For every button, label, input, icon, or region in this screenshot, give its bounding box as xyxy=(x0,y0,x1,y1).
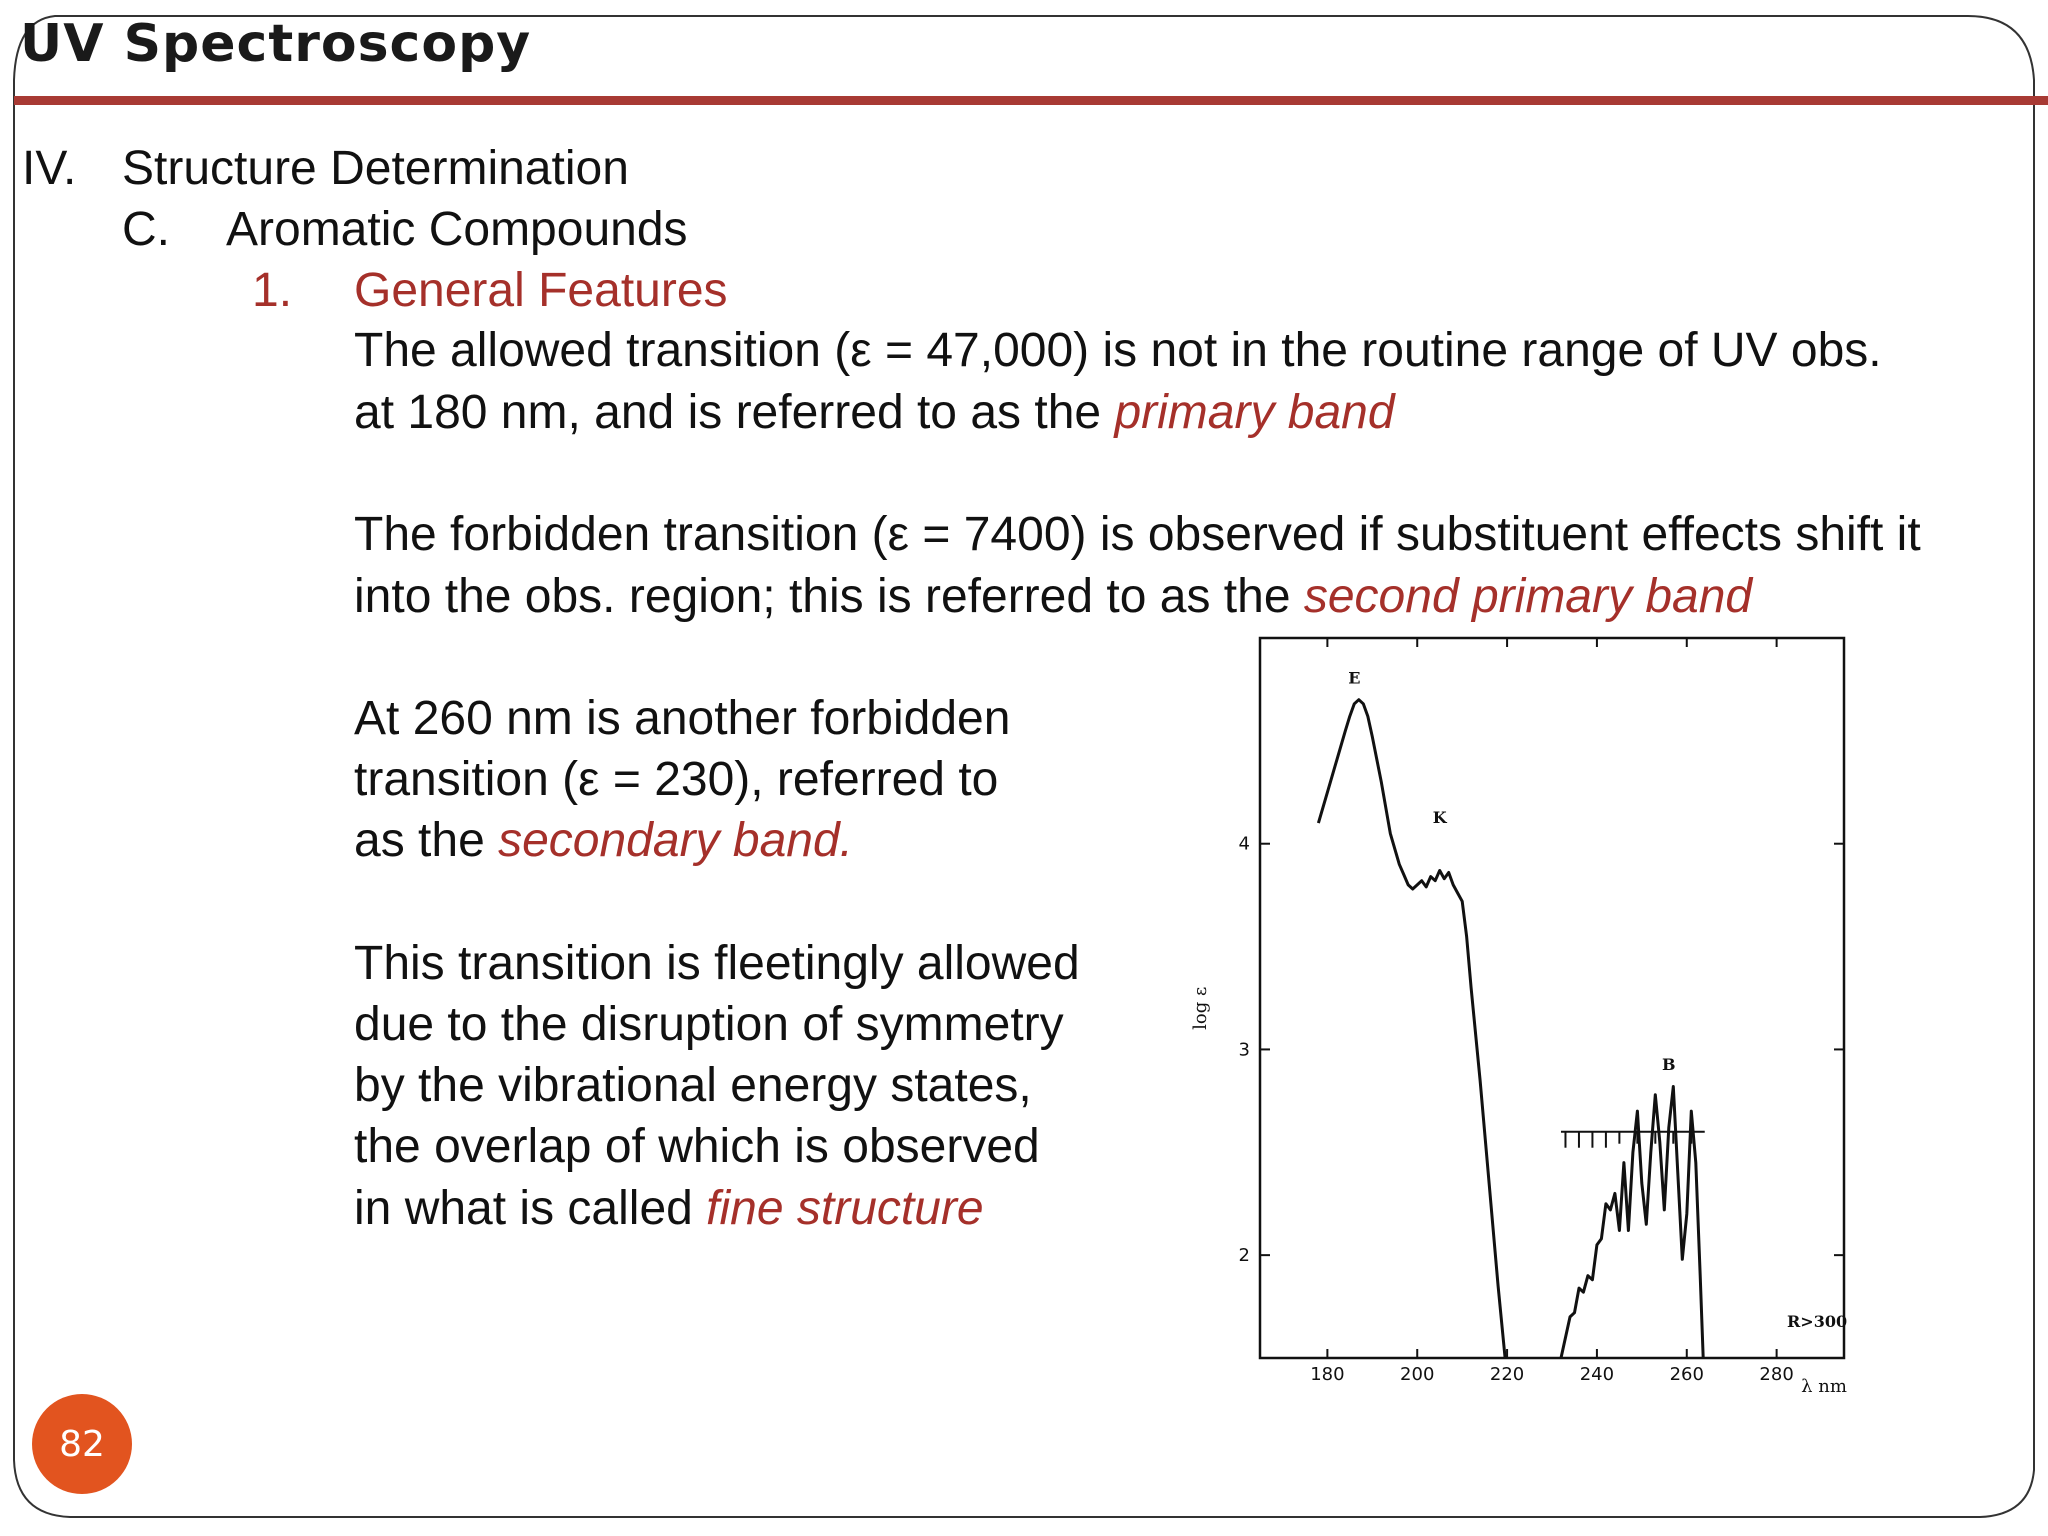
y-tick-label-2: 2 xyxy=(1238,1245,1250,1267)
x-tick-label-260: 260 xyxy=(1669,1364,1704,1385)
chart-ticks xyxy=(1239,638,1844,1385)
p3-line3-text: as the xyxy=(354,814,499,867)
p2-line1: The forbidden transition (ε = 7400) is observed if substituent effects shift it xyxy=(354,508,1921,561)
p4-line4: the overlap of which is observed xyxy=(354,1120,1040,1173)
p1-line2-text: at 180 nm, and is referred to as the xyxy=(354,386,1115,439)
chart-frame xyxy=(1260,638,1844,1358)
p4-line1: This transition is fleetingly allowed xyxy=(354,937,1080,990)
outline-marker-c: C. xyxy=(122,203,170,256)
outline-marker-iv: IV. xyxy=(22,142,77,195)
spectrum-line-2 xyxy=(1561,1087,1709,1411)
annotation-3: B xyxy=(1662,1055,1676,1074)
term-fine-structure: fine structure xyxy=(706,1182,984,1235)
p2-line2 xyxy=(354,568,1752,626)
plot-border xyxy=(1260,638,1844,1358)
x-tick-label-280: 280 xyxy=(1759,1364,1794,1385)
x-tick-label-180: 180 xyxy=(1310,1364,1345,1385)
outline-marker-1: 1. xyxy=(252,264,293,317)
x-tick-label-200: 200 xyxy=(1400,1364,1435,1385)
p3-line3 xyxy=(354,812,853,870)
chart-series xyxy=(1318,700,1709,1410)
p2-line2-text: into the obs. region; this is referred to as the xyxy=(354,570,1304,623)
chart-labels xyxy=(1190,668,1847,1397)
x-tick-label-240: 240 xyxy=(1579,1364,1615,1385)
p3-line2: transition (ε = 230), referred to xyxy=(354,753,999,806)
uv-spectrum-chart xyxy=(1188,630,1878,1410)
p4-line3: by the vibrational energy states, xyxy=(354,1059,1032,1112)
heading-structure-determination: Structure Determination xyxy=(122,142,629,195)
annotation-1: E xyxy=(1348,668,1361,688)
p4-line2: due to the disruption of symmetry xyxy=(354,998,1064,1051)
p1-line2 xyxy=(354,384,1395,442)
y-tick-label-3: 3 xyxy=(1238,1039,1250,1061)
x-tick-label-220: 220 xyxy=(1489,1364,1525,1385)
term-secondary-band: secondary band. xyxy=(498,814,854,867)
p4-line5 xyxy=(354,1180,984,1238)
title-rule xyxy=(14,96,2048,105)
p4-line5-text: in what is called xyxy=(354,1182,707,1235)
annotation-4: R>300 xyxy=(1786,1312,1848,1332)
p1-line1: The allowed transition (ε = 47,000) is not in the routine range of UV obs. xyxy=(354,324,1882,377)
heading-general-features: General Features xyxy=(354,264,728,317)
term-primary-band: primary band xyxy=(1114,386,1395,439)
term-second-primary-band: second primary band xyxy=(1303,570,1753,623)
p3-line1: At 260 nm is another forbidden xyxy=(354,692,1011,745)
spectrum-line-1 xyxy=(1318,700,1534,1410)
slide-title: UV Spectroscopy xyxy=(20,14,532,74)
annotation-2: K xyxy=(1432,808,1447,828)
page-number-badge: 82 xyxy=(32,1394,132,1494)
heading-aromatic-compounds: Aromatic Compounds xyxy=(226,203,688,256)
y-tick-label-4: 4 xyxy=(1238,833,1250,855)
y-axis-label: log ε xyxy=(1190,986,1211,1030)
x-axis-label: λ nm xyxy=(1801,1376,1847,1397)
